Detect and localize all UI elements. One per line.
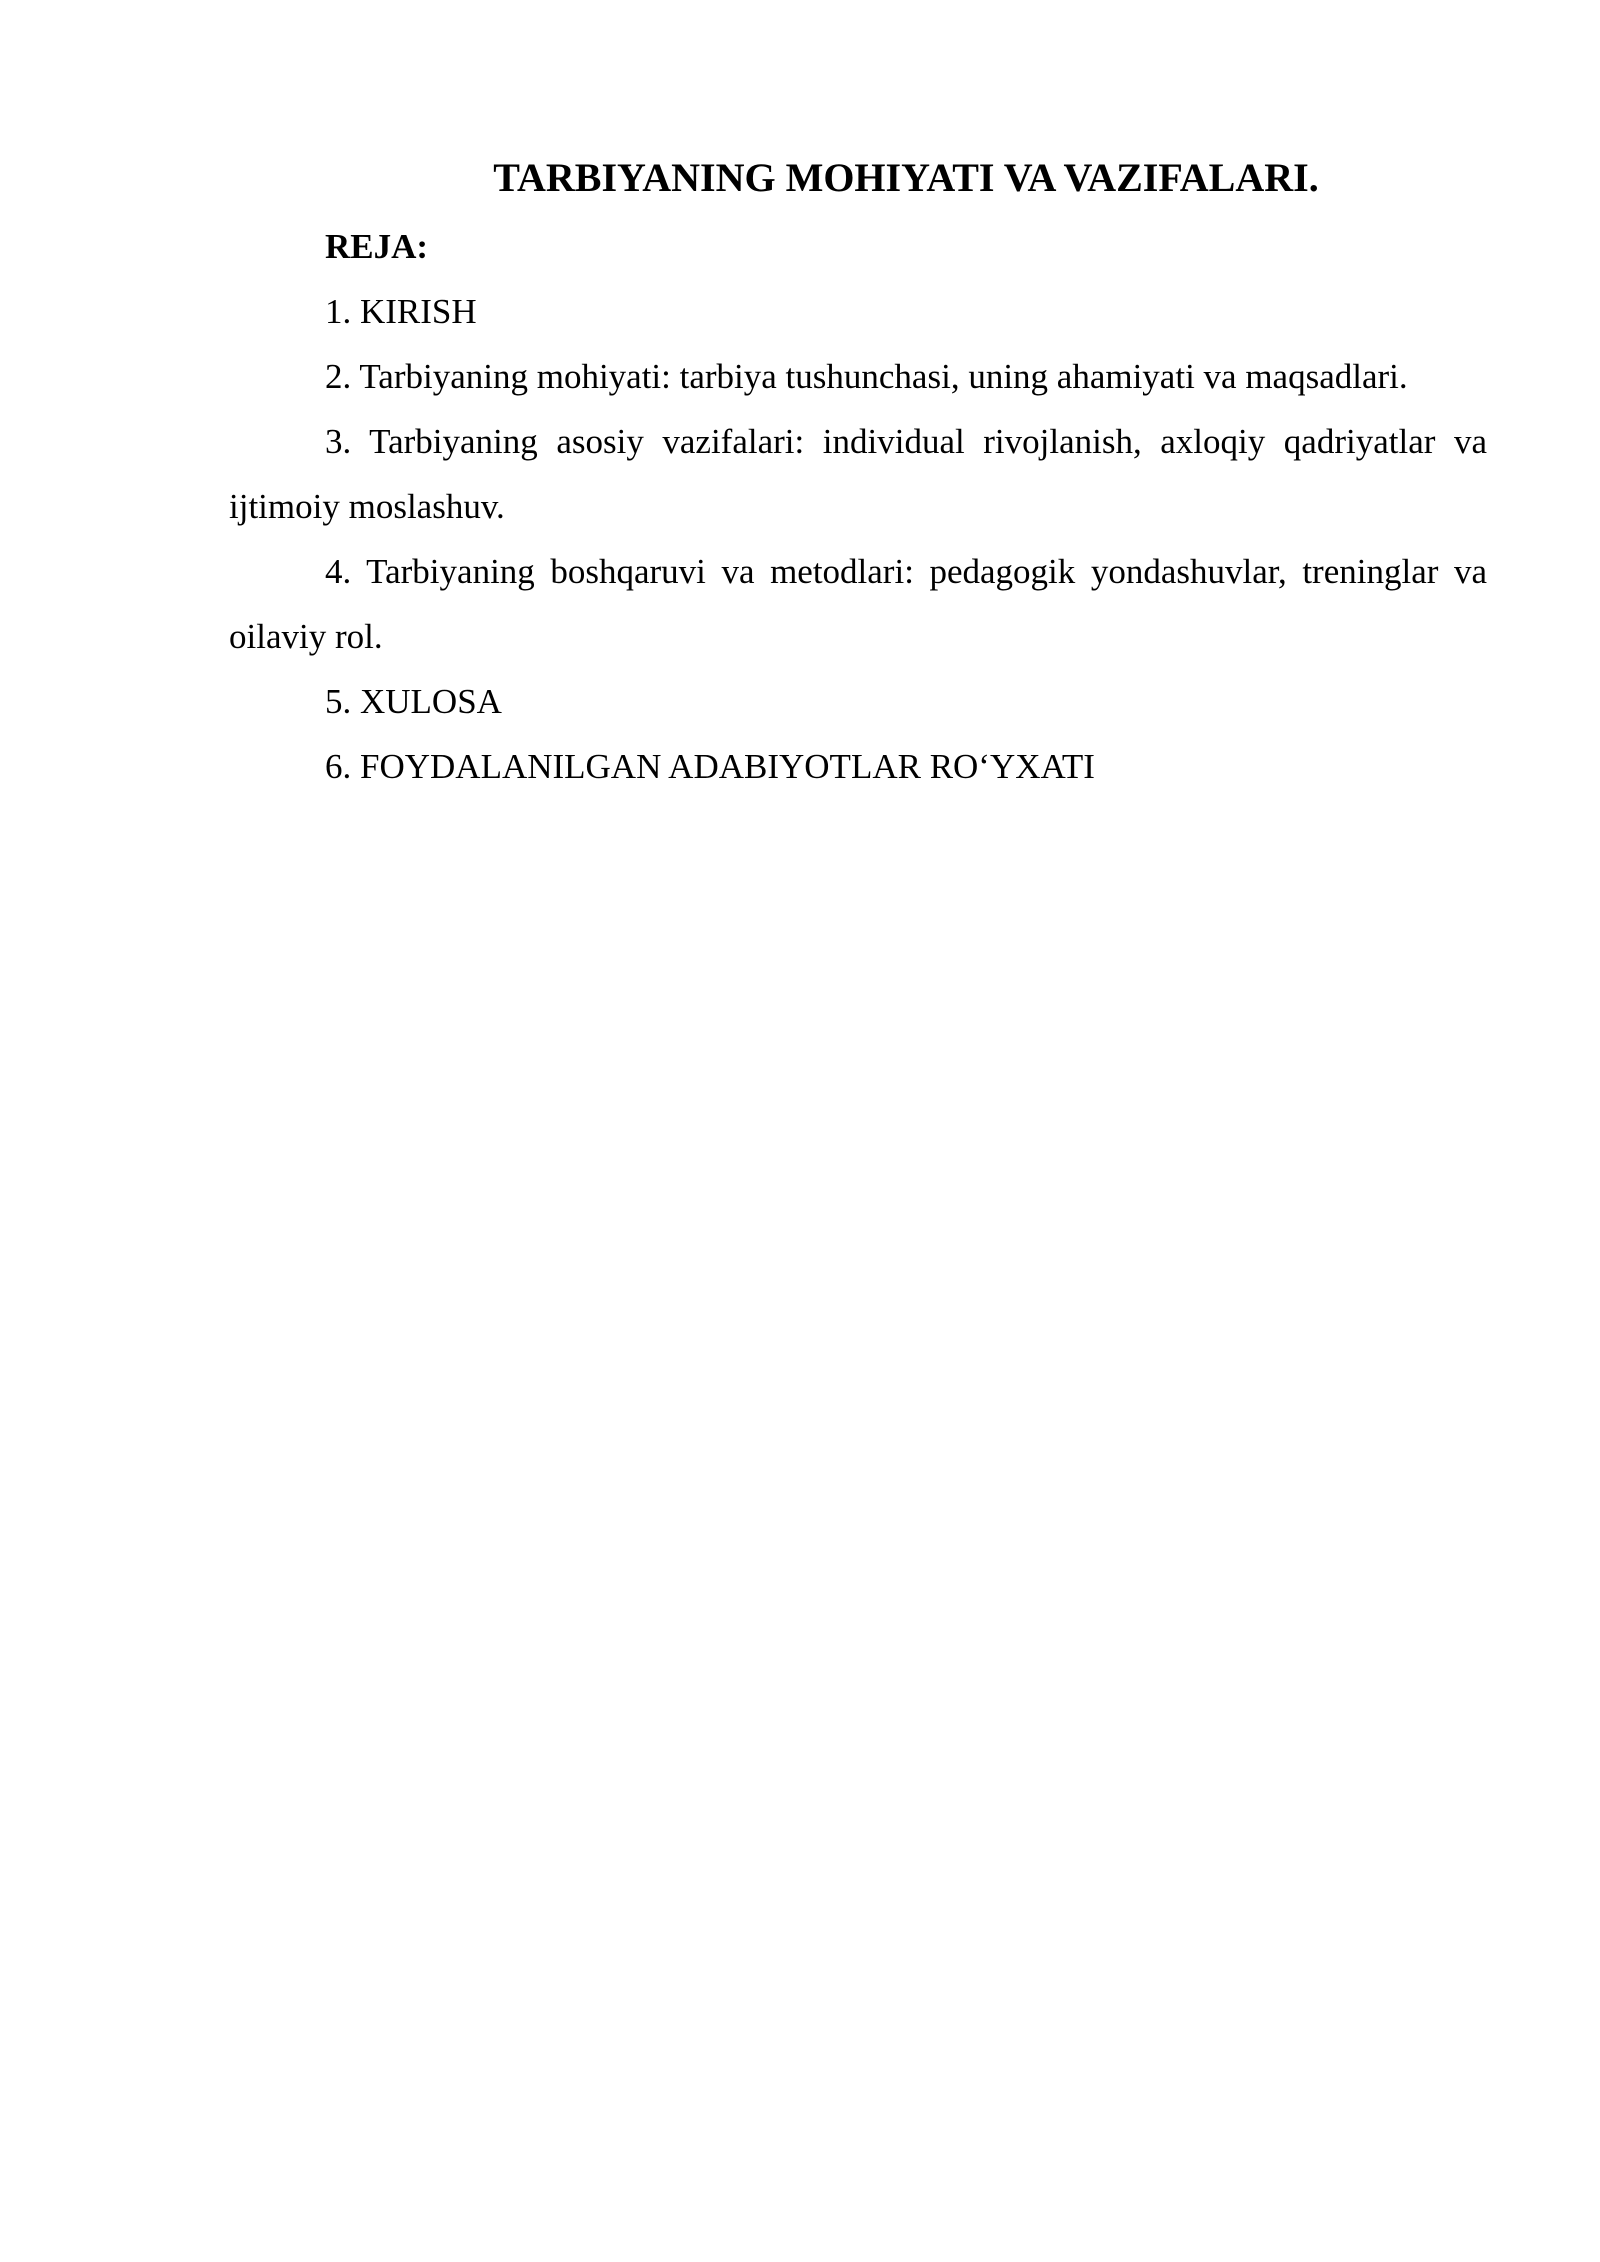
plan-item-references: 6. FOYDALANILGAN ADABIYOTLAR RO‘YXATI — [325, 747, 1095, 786]
document-body — [229, 150, 1487, 799]
plan-heading: REJA: — [325, 227, 429, 266]
plan-item-tasks: 3. Tarbiyaning asosiy vazifalari: individual rivojlanish, axloqiy qadriyatlar va ijtimoiy moslashuv. — [229, 422, 1487, 526]
plan-item-conclusion: 5. XULOSA — [325, 682, 502, 721]
plan-item-methods: 4. Tarbiyaning boshqaruvi va metodlari: pedagogik yondashuvlar, treninglar va oilaviy rol. — [229, 552, 1487, 656]
plan-item-essence: 2. Tarbiyaning mohiyati: tarbiya tushunchasi, uning ahamiyati va maqsadlari. — [325, 357, 1408, 396]
document-title: TARBIYANING MOHIYATI VA VAZIFALARI. — [493, 155, 1319, 200]
plan-item-introduction: 1. KIRISH — [325, 292, 477, 331]
plan-list — [229, 279, 1487, 799]
